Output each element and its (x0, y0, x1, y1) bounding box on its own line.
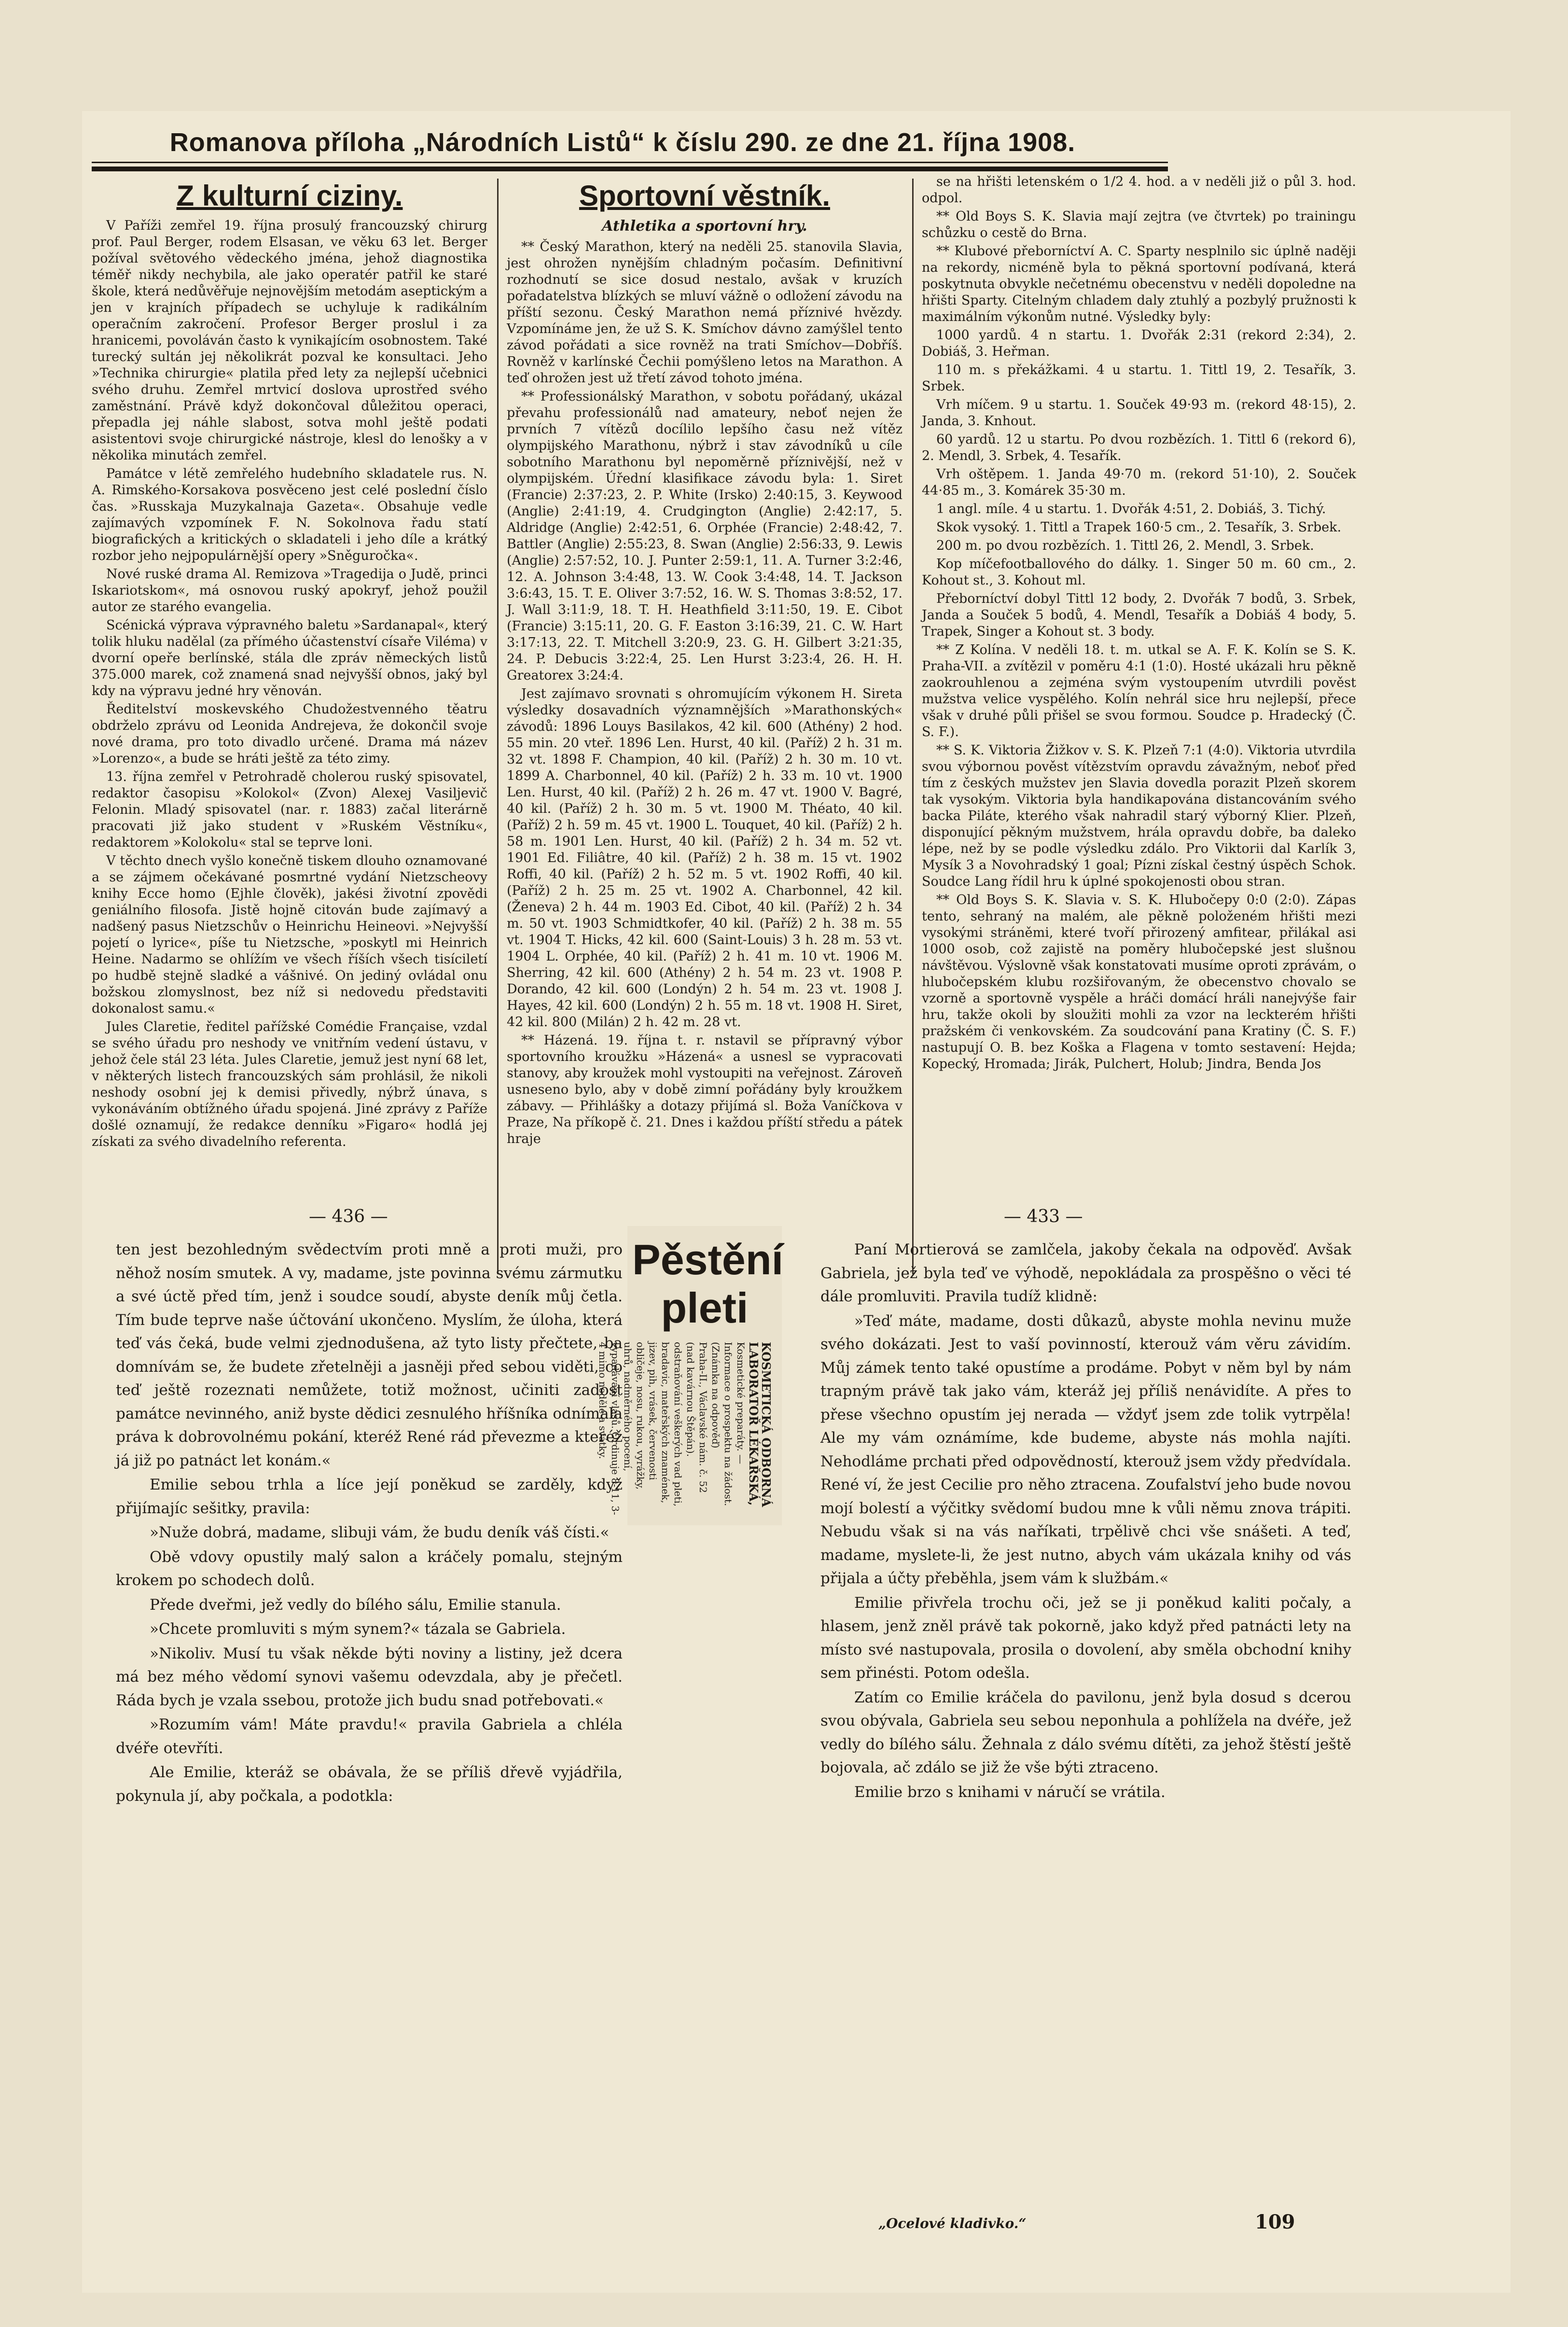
novel-paragraph: Obě vdovy opustily malý salon a kráčely pomalu, stejným krokem po schodech dolů. (116, 1548, 623, 1589)
article-paragraph: 110 m. s překážkami. 4 u startu. 1. Tittl 19, 2. Tesařík, 3. Srbek. (922, 362, 1356, 394)
ad-title: Pěstění pleti (632, 1236, 784, 1332)
article-paragraph: 13. října zemřel v Petrohradě cholerou ruský spisovatel, redaktor časopisu »Kolokol« (Zvon) Alexej Vasiljevič Felonin. Mladý spisovatel (nar. r. 1883) začal literárně pracovati již jako student v »Ruském Věstníku«, redaktorem »Kolokolu« stal se teprve loni. (92, 769, 487, 850)
article-paragraph: Památce v létě zemřelého hudebního skladatele rus. N. A. Rimského-Korsakova posvěceno jest celé poslední číslo čas. »Russkaja Muzykalnaja Gazeta«. Obsahuje vedle zajímavých vzpomínek F. N. Sokolnova řadu statí biografických a kritických o skladateli i jeho díle a krátký rozbor jeho nejpopulárnější opery »Sněguročka«. (92, 466, 487, 563)
column-body (92, 218, 487, 1150)
article-paragraph: ** Klubové přeborníctví A. C. Sparty nesplnilo sic úplně naději na rekordy, nicméně byla to pěkná sportovní podívaná, která poskytnuta obvykle nečetnému obecenstvu v neděli dopoledne na hřišti Sparty. Citelným chladem daly ztuhlý a pozbylý pružnosti k maximálním výkonům nutné. Výsledky byly: (922, 244, 1356, 324)
column-body (507, 239, 902, 1147)
column-sport-continued (922, 174, 1356, 1301)
page-number-left: — 436 — (309, 1207, 388, 1226)
novel-paragraph: Paní Mortierová se zamlčela, jakoby čekala na odpověď. Avšak Gabriela, jež byla teď ve výhodě, nepokládala za prospěšno o věci té dále promluviti. Pravila tudíž klidně: (820, 1241, 1351, 1305)
article-paragraph: ** Český Marathon, který na neděli 25. stanovila Slavia, jest ohrožen nynějším chladným počasím. Definitivní rozhodnutí se sice dosud nestalo, avšak v kruzích pořadatelstva blízkých se mluví vážně o odložení závodu na příští sezonu. Český Marathon nemá příznivé hvězdy. Vzpomínáme jen, že už S. K. Smíchov dávno zamýšlel tento závod pořádati a sice rovněž na trati Smíchov—Dobříš. Rovněž v karlínské Čechii pomýšleno letos na Marathon. A teď ohrožen jest už třetí závod tohoto jména. (507, 239, 902, 386)
novel-paragraph: ten jest bezohledným svědectvím proti mně a proti muži, pro něhož nosím smutek. A vy, madame, jste povinna svému zármutku a své úctě před tím, jenž i soudce soudí, abyste deník můj četla. Tím bude teprve naše účtování ukončeno. Myslím, že úloha, která teď vás čeká, bude velmi zjednodušena, až tyto listy přečtete, ba domnívám se, že budete zřetelněji a jasněji před sebou viděti, co teď ještě rozeznati nemůžete, totiž možnost, učiniti zadost památce nevinného, aniž byste dědici zesnulého hříšníka odnímala práva k dobrovolnému pokání, kteréž René rád převezme a kteréž já již po patnáct let konám.« (116, 1241, 623, 1469)
ad-line: KOSMETICKÁ ODBORNÁ LABORATOŘ LÉKAŘSKÁ, (747, 1342, 773, 1507)
article-paragraph: Skok vysoký. 1. Tittl a Trapek 160·5 cm., 2. Tesařík, 3. Srbek. (936, 520, 1342, 535)
article-paragraph: 60 yardů. 12 u startu. Po dvou rozbězích. 1. Tittl 6 (rekord 6), 2. Mendl, 3. Srbek, 4. Tesařík. (922, 432, 1356, 463)
article-paragraph: Ředitelství moskevského Chudožestvenného těatru obdrželo zprávu od Leonida Andrejeva, že dokončil svoje nové drama, pro toto divadlo určené. Drama má název »Lorenzo«, a bude se hráti ještě za této zimy. (92, 702, 487, 766)
article-paragraph: ** Professionálský Marathon, v sobotu pořádaný, ukázal převahu professionálů nad amateury, neboť nejen že prvních 7 vítězů docílilo lepšího času než vítěz olympijského Marathonu, nýbrž i stav závodníků u cíle sobotního Marathonu byl nepoměrně příznivější, než v olympijském. Úřední klasifikace závodu byla: 1. Siret (Francie) 2:37:23, 2. P. White (Irsko) 2:40:15, 3. Keywood (Anglie) 2:41:19, 4. Crudgington (Anglie) 2:42:17, 5. Aldridge (Anglie) 2:42:51, 6. Orphée (Francie) 2:48:42, 7. Battler (Anglie) 2:55:23, 8. Swan (Anglie) 2:56:33, 9. Lewis (Anglie) 2:57:52, 10. J. Punter 2:59:1, 11. A. Turner 3:2:46, 12. A. Johnson 3:4:48, 13. W. Cook 3:4:48, 14. T. Jackson 3:6:43, 15. T. E. Oliver 3:7:52, 16. W. S. Thomas 3:8:52, 17. J. Wall 3:11:9, 18. T. H. Heathfield 3:11:50, 19. E. Cibot (Francie) 3:15:11, 20. G. F. Easton 3:16:39, 21. C. W. Hart 3:17:13, 22. T. Mitchell 3:20:9, 23. G. H. Gilbert 3:21:35, 24. P. Debucis 3:22:4, 25. Len Hurst 3:23:4, 26. H. H. Greatorex 3:24:4. (507, 389, 902, 683)
ad-line: Praha-II., Václavské nám. č. 52 (nad kavárnou Štěpán). (685, 1342, 709, 1493)
novel-paragraph: Emilie sebou trhla a líce její poněkud se zarděly, když přijímajíc sešitky, pravila: (116, 1476, 623, 1517)
column-kulturni-ciziny (92, 176, 487, 1301)
novel-paragraph: Zatím co Emilie kráčela do pavilonu, jenž byla dosud s dcerou svou obývala, Gabriela seu sebou neponhula a pohlížela na dvéře, jež vedly do bílého sálu. Žehnala z dálo svému dítěti, za jehož štěstí ještě bojovala, ač zdálo se již že vše býti ztraceno. (820, 1688, 1351, 1776)
sheet-number: 109 (1255, 2211, 1295, 2233)
article-paragraph: ** Z Kolína. V neděli 18. t. m. utkal se A. F. K. Kolín se S. K. Praha-VII. a zvítězil v poměru 4:1 (1:0). Hosté ukázali hru pěkně zaokrouhlenou a zejména svým vystoupením utvrdili pověst mužstva velice vyspělého. Kolín nehrál sice hru nejlepší, přece však v druhé půli přišel se svou formou. Soudce p. Hradecký (Č. S. F.). (922, 642, 1356, 739)
novel-paragraph: »Nuže dobrá, madame, slibuji vám, že budu deník váš čísti.« (150, 1524, 610, 1541)
article-paragraph: 1000 yardů. 4 n startu. 1. Dvořák 2:31 (rekord 2:34), 2. Dobiáš, 3. Heřman. (922, 328, 1356, 359)
column-title: Sportovní věstník. (579, 180, 831, 212)
novel-text-right (820, 1238, 1351, 2213)
article-paragraph: Jules Claretie, ředitel pařížské Comédie Française, vzdal se svého úřadu pro neshody ve vnitřním vedení ústavu, v jehož čele stál 23 léta. Jules Claretie, jemuž jest nyní 68 let, v některých listech francouzských sám prohlásil, že nikoli neshody osobní jej k demisi přivedly, nýbrž únava, s vykonáváním obtížného úřadu spojená. Jiné zprávy z Paříže došlé oznamují, že redakce denníku »Figaro« hodlá jej získati za svého divadelního referenta. (92, 1019, 487, 1149)
novel-paragraph: »Nikoliv. Musí tu však někde býti noviny a listiny, jež dcera má bez mého vědomí synovi vašemu odevzdala, aby je přečetl. Ráda bych je vzala ssebou, protože jich budu snad potřebovati.« (116, 1644, 623, 1709)
page-number-right: — 433 — (1004, 1207, 1083, 1226)
header-rule-thick (92, 167, 1168, 171)
novel-paragraph: Ale Emilie, kteráž se obávala, že se příliš dřevě vyjádřila, pokynula jí, aby počkala, a podotkla: (116, 1764, 623, 1805)
article-paragraph: Jest zajímavo srovnati s ohromujícím výkonem H. Sireta výsledky dosavadních významnějších »Marathonských« závodů: 1896 Louys Basilakos, 42 kil. 600 (Athény) 2 hod. 55 min. 20 vteř. 1896 Len. Hurst, 40 kil. (Paříž) 2 h. 31 m. 32 vt. 1898 F. Champion, 40 kil. (Paříž) 2 h. 30 m. 10 vt. 1899 A. Charbonnel, 40 kil. (Paříž) 2 h. 33 m. 10 vt. 1900 Len. Hurst, 40 kil. (Paříž) 2 h. 26 m. 47 vt. 1900 V. Bagré, 40 kil. (Paříž) 2 h. 30 m. 5 vt. 1900 M. Théato, 40 kil. (Paříž) 2 h. 59 m. 45 vt. 1900 L. Touquet, 40 kil. (Paříž) 2 h. 58 m. 1901 Len. Hurst, 40 kil. (Paříž) 2 h. 34 m. 52 vt. 1901 Ed. Filiâtre, 40 kil. (Paříž) 2 h. 38 m. 15 vt. 1902 Roffi, 40 kil. (Paříž) 2 h. 52 m. 5 vt. 1902 Roffi, 40 kil. (Paříž) 2 h. 25 m. 25 vt. 1902 A. Charbonnel, 42 kil. (Ženeva) 2 h. 44 m. 1903 Ed. Cibot, 40 kil. (Paříž) 2 h. 34 m. 50 vt. 1903 Schmidtkofer, 40 kil. (Paříž) 2 h. 38 m. 55 vt. 1904 T. Hicks, 42 kil. 600 (Saint-Louis) 3 h. 28 m. 53 vt. 1904 L. Orphée, 40 kil. (Paříž) 2 h. 41 m. 10 vt. 1906 M. Sherring, 42 kil. 600 (Athény) 2 h. 54 m. 23 vt. 1908 P. Dorando, 42 kil. 600 (Londýn) 2 h. 54 m. 23 vt. 1908 J. Hayes, 42 kil. 600 (Londýn) 2 h. 55 m. 18 vt. 1908 H. Siret, 42 kil. 800 (Milán) 2 h. 42 m. 28 vt. (507, 686, 902, 1030)
ad-vertical-text (597, 1342, 777, 1516)
article-paragraph: Nové ruské drama Al. Remizova »Tragedija o Judě, princi Iskariotskom«, má osnovou ruský apokryf, jehož použil autor ze starého evangelia. (92, 567, 487, 614)
novel-text-left (116, 1238, 623, 2252)
novel-paragraph: Emilie brzo s knihami v náručí se vrátila. (854, 1783, 1166, 1801)
column-title: Z kulturní ciziny. (176, 180, 403, 212)
article-paragraph: 200 m. po dvou rozbězích. 1. Tittl 26, 2. Mendl, 3. Srbek. (936, 538, 1314, 553)
article-paragraph: Vrh oštěpem. 1. Janda 49·70 m. (rekord 51·10), 2. Souček 44·85 m., 3. Komárek 35·30 m. (922, 467, 1356, 498)
article-paragraph: ** S. K. Viktoria Žižkov v. S. K. Plzeň 7:1 (4:0). Viktoria utvrdila svou výbornou pověst vítězstvím opravdu závažným, neboť před tím z českých mužstev jen Slavia dovedla porazit Plzeň skorem tak vysokým. Viktoria byla handikapována distancováním svého backa Piláte, kterého však nahradil starý výborný Klier. Plzeň, disponující pěkným mužstvem, hrála opravdu dobře, ba daleko lépe, než by se podle výsledku zdálo. Pro Viktorii dal Karlík 3, Mysík 3 a Novohradský 1 goal; Pízni získal čestný úspěch Schok. Soudce Lang řídil hru k úplné spokojenosti obou stran. (922, 743, 1356, 889)
column-sportovni-vestnik (507, 176, 902, 1301)
article-paragraph: ** Old Boys S. K. Slavia mají zejtra (ve čtvrtek) po trainingu schůzku o cestě do Brna. (922, 209, 1356, 240)
article-paragraph: Scénická výprava výpravného baletu »Sardanapal«, který tolik hluku nadělal (za přímého účastenství císaře Viléma) v dvorní opeře berlínské, stála dle zpráv německých listů 375.000 marek, což znamená snad nejvyšší obnos, jaký byl kdy na výpravu jedné hry věnován. (92, 618, 487, 698)
ad-line: Kosmetické preparáty. — Informace o prospektu na žádost. (Známka na odpověď) (710, 1342, 747, 1506)
novel-paragraph: Přede dveřmi, jež vedly do bílého sálu, Emilie stanula. (150, 1596, 561, 1614)
novel-paragraph: Emilie přivřela trochu oči, jež se ji poněkud kaliti počaly, a hlasem, jenž zněl právě tak pokorně, jako když před patnácti lety na místo své nastupovala, prosila o dovolení, aby směla obchodní knihy sem přinésti. Potom odešla. (820, 1594, 1351, 1682)
novel-paragraph: »Chcete promluviti s mým synem?« tázala se Gabriela. (150, 1620, 566, 1638)
article-paragraph: ** Házená. 19. října t. r. nstavil se přípravný výbor sportovního kroužku »Házená« a usnesl se vypracovati stanovy, aby kroužek mohl vystoupiti na veřejnost. Zároveň usneseno bylo, aby v době zimní pořádány byly kroužkem zábavy. — Přihlášky a dotazy přijímá sl. Boža Vaníčkova v Praze, Na příkopě č. 21. Dnes i každou příští středu a pátek hraje (507, 1033, 902, 1146)
serial-title: „Ocelové kladivko.“ (878, 2216, 1027, 2231)
novel-paragraph: »Rozumím vám! Máte pravdu!« pravila Gabriela a chléla dvéře otevříti. (116, 1716, 623, 1757)
column-body (922, 174, 1356, 1073)
novel-paragraph: »Teď máte, madame, dosti důkazů, abyste mohla nevinu muže svého dokázati. Jest to vaší povinností, kterouž vám věru závidím. Můj zámek tento také opustíme a prodáme. Pobyt v něm byl by nám trapným právě tak jako vám, kteráž jej příliš nenávidíte. A přes to přese všechno opustím jej nerada — vždyť jsem zde tolik vytrpěla! Ale my vám oznámíme, kde budeme, abyste nás mohla najíti. Nehodláme prchati před odpovědností, kterouž jsem vždy předvídala. René ví, že jest Cecilie pro něho ztracena. Zoufalství jeho bude novou mojí bolestí a výčitky svědomí budou mne k vůli němu znova trápiti. Nebudu však si na vás naříkati, trpělivě chci vše snášeti. A teď, madame, myslete-li, že jest nutno, abych vám ukázala knihy od vás přijala a účty přeběhla, jsem vám k službám.« (820, 1312, 1351, 1587)
article-paragraph: ** Old Boys S. K. Slavia v. S. K. Hlubočepy 0:0 (2:0). Zápas tento, sehraný na malém, ale pěkně položeném hřišti mezi vysokými stráněmi, které tvoří přirozený amfitear, přilákal asi 1000 osob, což zajistě na poměry hlubočepské jest slušnou návštěvou. Výslovně však konstatovati musíme oproti zprávám, o hlubočepském klubu rozšiřovaným, že obecenstvo chovalo se vzorně a sportovně vyspěle a hráči domácí hráli nanejvýše fair hru, takže okoli by sloužiti mohli za vzor na leckterém hřišti pražském či venkovském. Za soudcování pana Kratiny (Č. S. F.) nastupují O. B. bez Koška a Flagena v tomto sestavení: Hejda; Kopecký, Hromada; Jirák, Pulchert, Holub; Jindra, Benda Jos (922, 892, 1356, 1072)
article-paragraph: 1 angl. míle. 4 u startu. 1. Dvořák 4:51, 2. Dobiáš, 3. Tichý. (936, 502, 1326, 516)
article-paragraph: V Paříži zemřel 19. října prosulý francouzský chirurg prof. Paul Berger, rodem Elsasan, ve věku 63 let. Berger požíval světového vědeckého jména, jehož diagnostika téměř nikdy nechybila, ale jako operatér patřil ke staré škole, která nedůvěřuje nejnovějším metodám aseptickým a jen v krajních případech se uchyluje k radikálním operačním zakročení. Profesor Berger proslul i za hranicemi, povoláván často k vynikajícím osobnostem. Také turecký sultán jej několikrát pozval ke konsultaci. Jeho »Technika chirurgie« platila před lety za nejlepší učebnici svého druhu. Zemřel mrtvicí doslova uprostřed svého zaměstnání. Právě když dokončoval důležitou operaci, přepadla jej náhle slabost, sotva mohl ještě podati asistentovi svoje chirurgické nástroje, klesl do lenošky a v několika minutách zemřel. (92, 218, 487, 463)
column-divider (912, 179, 914, 1274)
article-paragraph: se na hřišti letenském o 1/2 4. hod. a v neděli již o půl 3. hod. odpol. (922, 174, 1356, 206)
article-paragraph: V těchto dnech vyšlo konečně tiskem dlouho oznamované a se zájmem očekávané posmrtné vydání Nietzscheovy knihy Ecce homo (Ejhle člověk), jakési životní zpovědi geniálního filosofa. Jistě hojně citován bude zajímavý a nadšený pasus Nietzschův o Heinrichu Heineovi. »Nejvyšší pojetí o lyrice«, píše tu Nietzsche, »poskytl mi Heinrich Heine. Nadarmo se ohlížím ve všech říších všech tisíciletí po hudbě stejně sladké a vášnivé. On jediný ovládal onu božskou zlomyslnost, bez níž si nedovedu představiti dokonalost samu.« (92, 853, 487, 1016)
header-rule-thin (92, 162, 1168, 163)
column-subtitle: Athletika a sportovní hry. (602, 218, 807, 235)
ad-line: odstraňování veškerých vad pleti, bradavic, mateřských znamének, jizev, pih, vrásek, červenosti obličeje, nosu, rukou, vyrážky, uhrů, nadměrného pocení, vypadávání vlasů. Ordinuje 8-11, 3-4 mimo neděle a svátky. (597, 1342, 684, 1515)
supplement-header: Romanova příloha „Národních Listů“ k číslu 290. ze dne 21. října 1908. (169, 128, 1076, 157)
article-paragraph: Přeborníctví dobyl Tittl 12 body, 2. Dvořák 7 bodů, 3. Srbek, Janda a Souček 5 bodů, 4. Mendl, Tesařík a Dobiáš 4 body, 5. Trapek, Singer a Kohout st. 3 body. (922, 591, 1356, 639)
article-paragraph: Vrh míčem. 9 u startu. 1. Souček 49·93 m. (rekord 48·15), 2. Janda, 3. Knhout. (922, 397, 1356, 429)
article-paragraph: Kop míčefootballového do dálky. 1. Singer 50 m. 60 cm., 2. Kohout st., 3. Kohout ml. (922, 557, 1356, 588)
column-divider (497, 179, 499, 1274)
